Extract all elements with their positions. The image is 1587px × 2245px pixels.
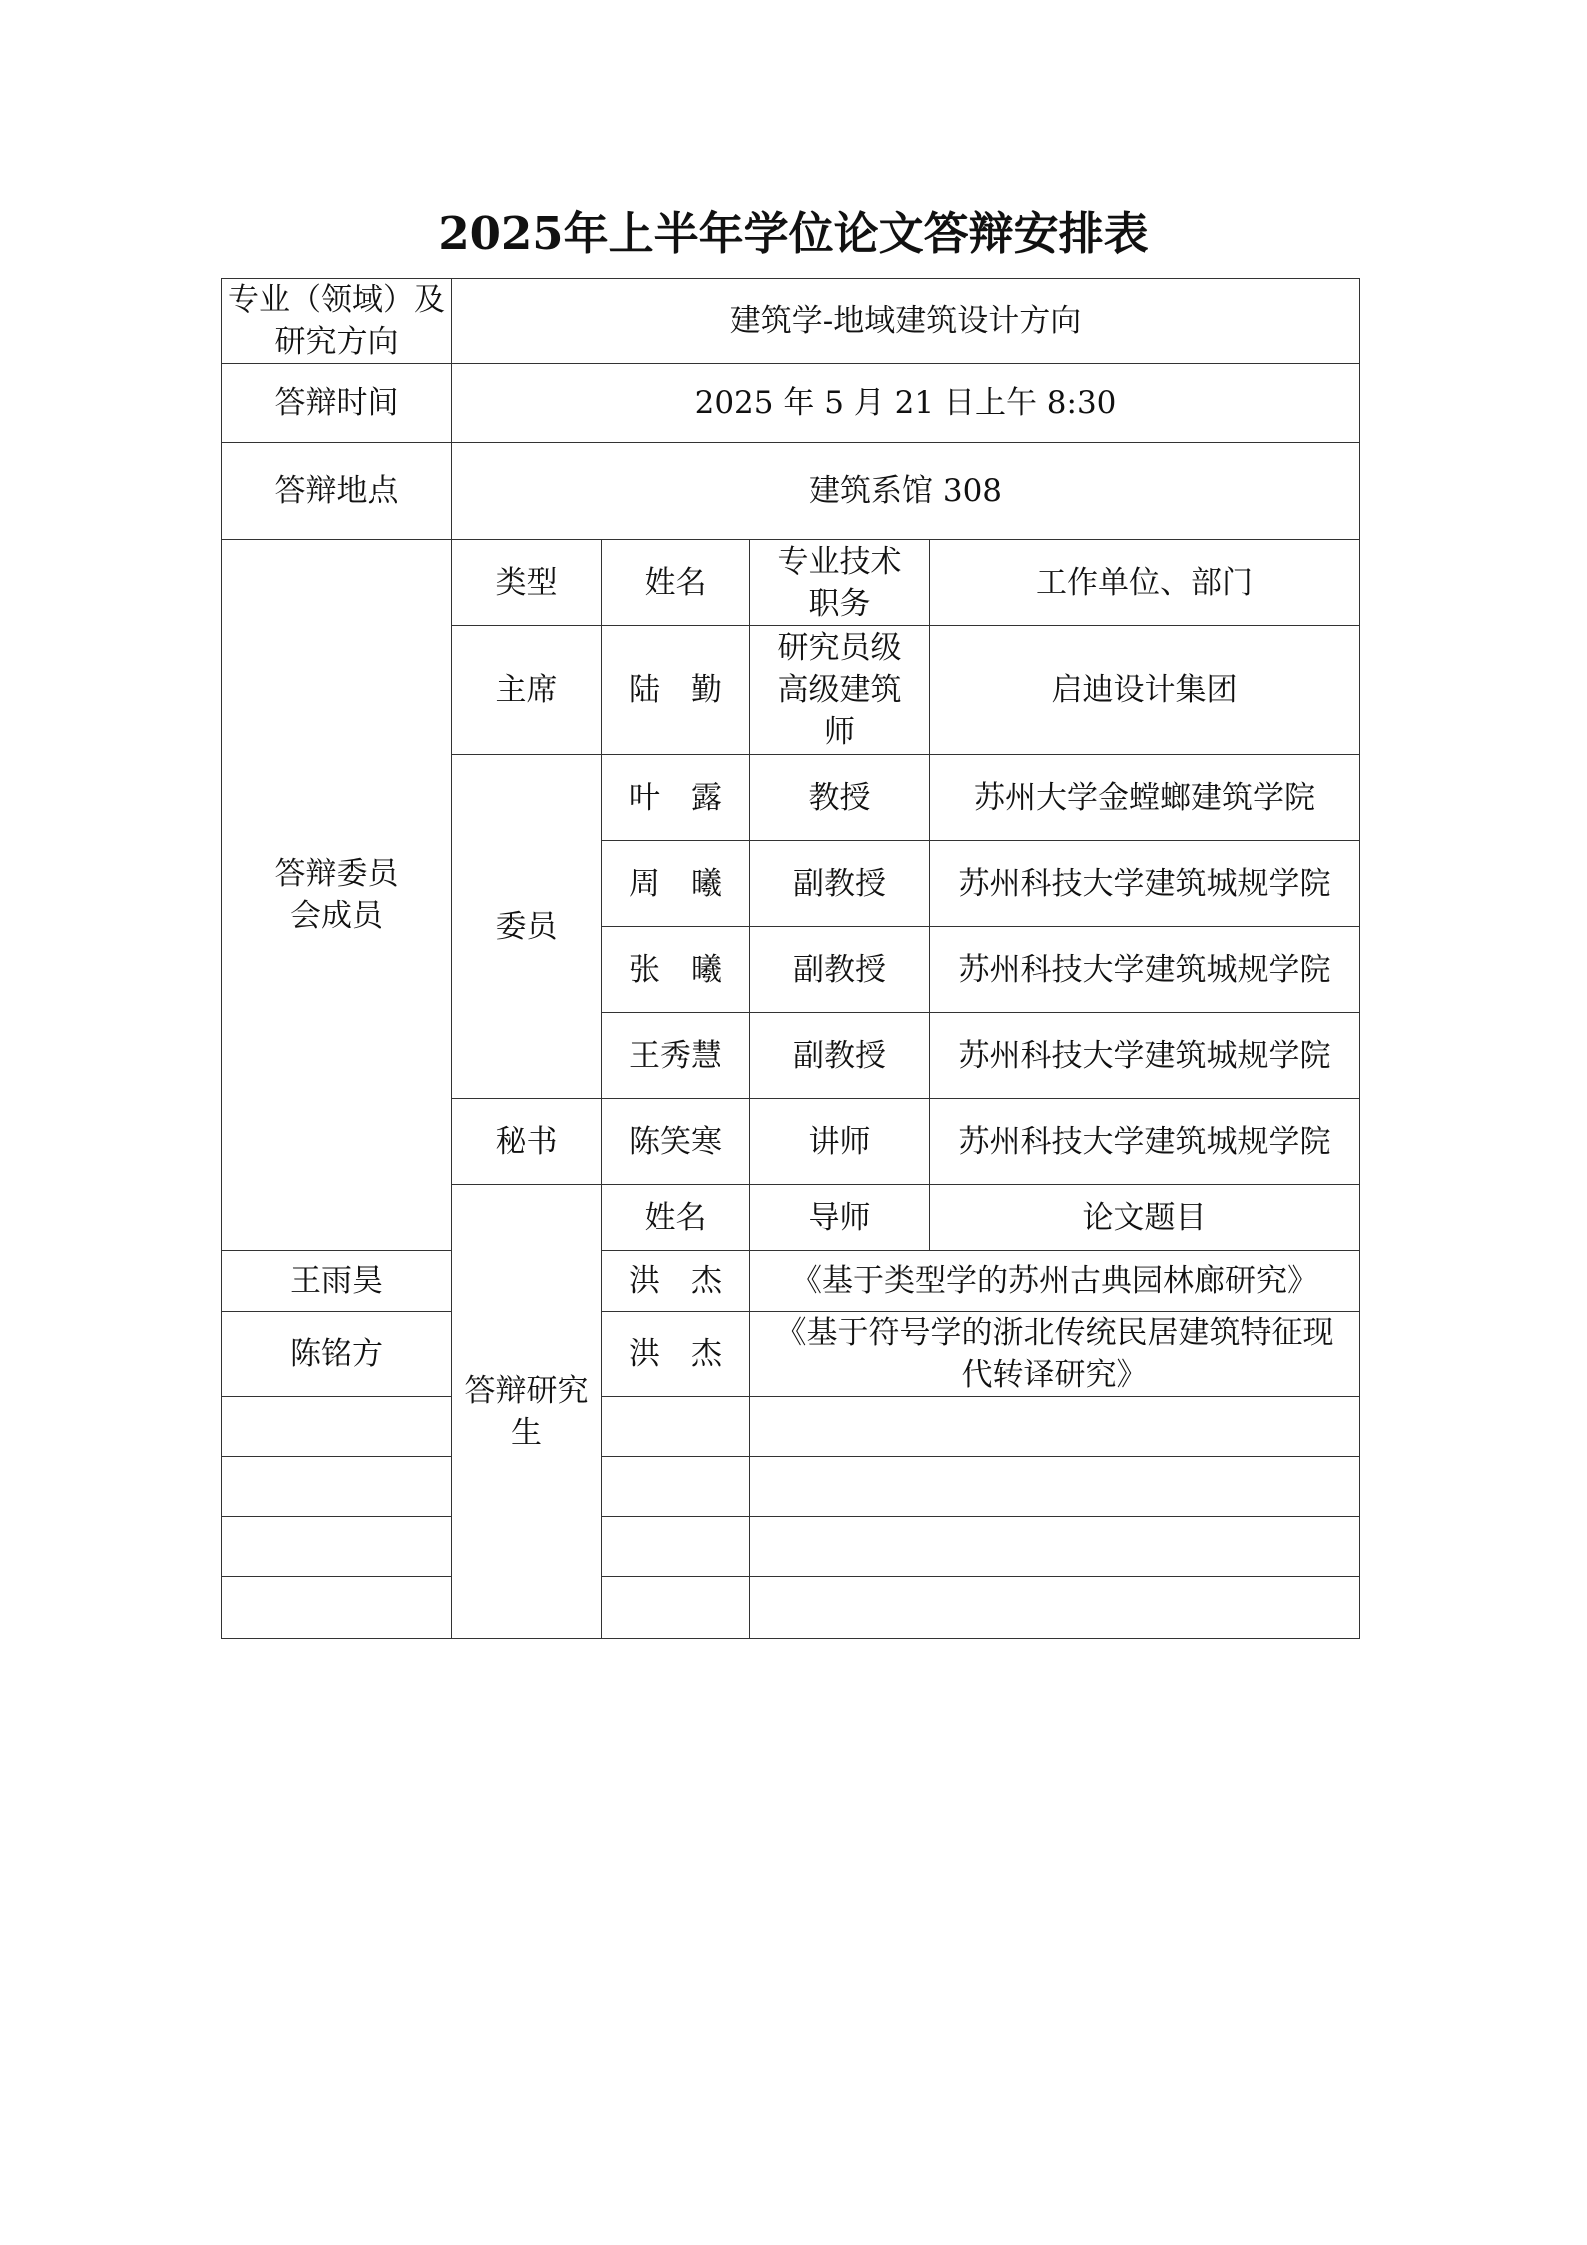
student-name: 王雨昊 bbox=[222, 1251, 452, 1312]
place-value: 建筑系馆 308 bbox=[452, 443, 1360, 540]
chair-name: 陆 勤 bbox=[602, 626, 750, 755]
empty-cell bbox=[750, 1397, 1360, 1457]
empty-cell bbox=[750, 1457, 1360, 1517]
empty-cell bbox=[222, 1397, 452, 1457]
student-advisor: 洪 杰 bbox=[602, 1251, 750, 1312]
secretary-org: 苏州科技大学建筑城规学院 bbox=[930, 1099, 1360, 1185]
member-title: 副教授 bbox=[750, 1013, 930, 1099]
time-row bbox=[222, 364, 1360, 443]
empty-cell bbox=[602, 1517, 750, 1577]
major-label: 专业（领域）及研究方向 bbox=[222, 279, 452, 364]
empty-student-row bbox=[222, 1397, 1360, 1457]
page-title: 2025年上半年学位论文答辩安排表 bbox=[438, 207, 1149, 260]
students-header-advisor: 导师 bbox=[750, 1185, 930, 1251]
member-org: 苏州科技大学建筑城规学院 bbox=[930, 841, 1360, 927]
member-org: 苏州大学金螳螂建筑学院 bbox=[930, 755, 1360, 841]
empty-cell bbox=[602, 1577, 750, 1639]
committee-header-type: 类型 bbox=[452, 540, 602, 626]
secretary-type: 秘书 bbox=[452, 1099, 602, 1185]
empty-cell bbox=[222, 1517, 452, 1577]
empty-cell bbox=[750, 1517, 1360, 1577]
secretary-name: 陈笑寒 bbox=[602, 1099, 750, 1185]
secretary-title: 讲师 bbox=[750, 1099, 930, 1185]
member-name: 周 曦 bbox=[602, 841, 750, 927]
member-name: 王秀慧 bbox=[602, 1013, 750, 1099]
chair-title: 研究员级高级建筑师 bbox=[750, 626, 930, 755]
member-title: 教授 bbox=[750, 755, 930, 841]
member-title: 副教授 bbox=[750, 841, 930, 927]
chair-type: 主席 bbox=[452, 626, 602, 755]
empty-cell bbox=[222, 1577, 452, 1639]
empty-student-row bbox=[222, 1517, 1360, 1577]
student-name: 陈铭方 bbox=[222, 1312, 452, 1397]
empty-cell bbox=[750, 1577, 1360, 1639]
member-org: 苏州科技大学建筑城规学院 bbox=[930, 927, 1360, 1013]
committee-header-row bbox=[222, 540, 1360, 626]
student-row bbox=[222, 1251, 1360, 1312]
time-label: 答辩时间 bbox=[222, 364, 452, 443]
members-type: 委员 bbox=[452, 755, 602, 1099]
students-header-thesis: 论文题目 bbox=[930, 1185, 1360, 1251]
member-title: 副教授 bbox=[750, 927, 930, 1013]
student-row bbox=[222, 1312, 1360, 1397]
student-thesis: 《基于类型学的苏州古典园林廊研究》 bbox=[750, 1251, 1360, 1312]
committee-header-org: 工作单位、部门 bbox=[930, 540, 1360, 626]
chair-org: 启迪设计集团 bbox=[930, 626, 1360, 755]
student-advisor: 洪 杰 bbox=[602, 1312, 750, 1397]
student-thesis: 《基于符号学的浙北传统民居建筑特征现代转译研究》 bbox=[750, 1312, 1360, 1397]
place-row bbox=[222, 443, 1360, 540]
place-label: 答辩地点 bbox=[222, 443, 452, 540]
empty-cell bbox=[222, 1457, 452, 1517]
member-org: 苏州科技大学建筑城规学院 bbox=[930, 1013, 1360, 1099]
committee-section-label: 答辩委员会成员 bbox=[222, 540, 452, 1251]
defense-schedule-table bbox=[221, 278, 1360, 1639]
empty-cell bbox=[602, 1397, 750, 1457]
major-value: 建筑学-地域建筑设计方向 bbox=[452, 279, 1360, 364]
empty-cell bbox=[602, 1457, 750, 1517]
major-row bbox=[222, 279, 1360, 364]
committee-header-name: 姓名 bbox=[602, 540, 750, 626]
students-section-label: 答辩研究生 bbox=[452, 1185, 602, 1639]
committee-header-title: 专业技术职务 bbox=[750, 540, 930, 626]
member-name: 张 曦 bbox=[602, 927, 750, 1013]
students-header-name: 姓名 bbox=[602, 1185, 750, 1251]
time-value: 2025 年 5 月 21 日上午 8:30 bbox=[452, 364, 1360, 443]
member-name: 叶 露 bbox=[602, 755, 750, 841]
empty-student-row bbox=[222, 1457, 1360, 1517]
empty-student-row bbox=[222, 1577, 1360, 1639]
